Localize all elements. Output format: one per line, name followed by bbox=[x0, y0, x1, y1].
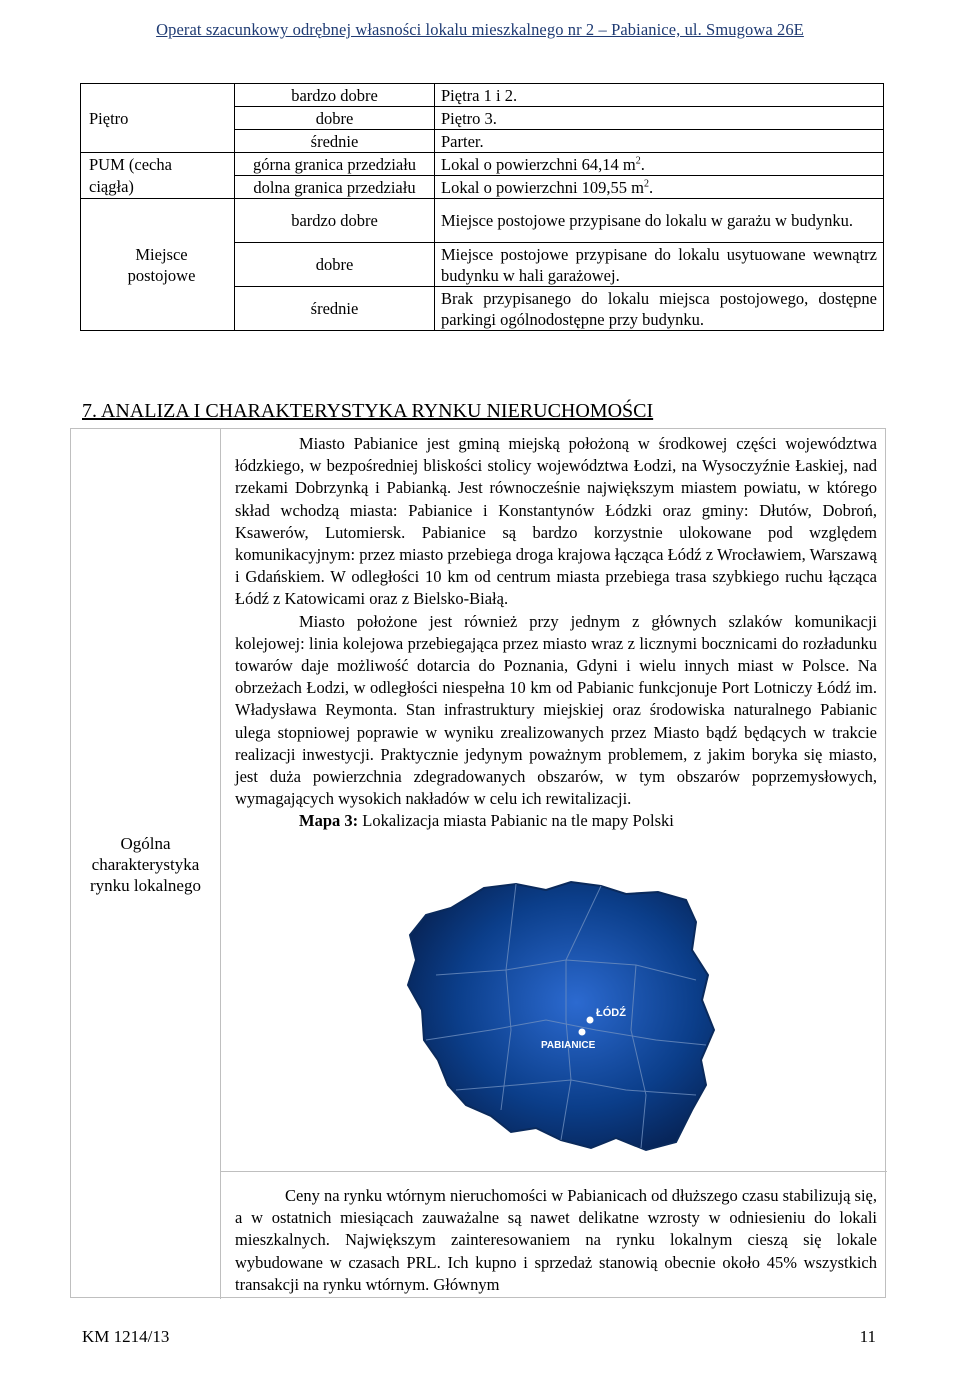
table-cell: dobre bbox=[235, 243, 435, 287]
page-header-title: Operat szacunkowy odrębnej własności lokalu mieszkalnego nr 2 – Pabianice, ul. Smugowa 26E bbox=[156, 20, 804, 39]
table-cell: średnie bbox=[235, 130, 435, 153]
section-heading: 7. ANALIZA I CHARAKTERYSTYKA RYNKU NIERUCHOMOŚCI bbox=[82, 400, 654, 422]
poland-outline bbox=[408, 882, 714, 1150]
table-cell bbox=[81, 287, 235, 331]
lodz-marker bbox=[587, 1017, 594, 1024]
left-label-line: Ogólna bbox=[120, 833, 171, 853]
table-cell: Miejsce postojowe przypisane do lokalu usytuowane wewnątrz budynku w hali garażowej. bbox=[435, 243, 884, 287]
table-cell: Piętro 3. bbox=[435, 107, 884, 130]
table-cell: Brak przypisanego do lokalu miejsca postojowego, dostępne parkingi ogólnodostępne przy budynku. bbox=[435, 287, 884, 331]
page-number: 11 bbox=[859, 1327, 876, 1346]
table-cell bbox=[81, 84, 235, 107]
poland-map-image bbox=[396, 880, 726, 1165]
table-cell: bardzo dobre bbox=[235, 199, 435, 243]
table-cell bbox=[81, 130, 235, 153]
pabianice-marker bbox=[579, 1029, 586, 1036]
table-cell: Parter. bbox=[435, 130, 884, 153]
table-cell: bardzo dobre bbox=[235, 84, 435, 107]
market-text-continued bbox=[235, 1185, 877, 1296]
left-label-line: charakterystyka bbox=[91, 854, 200, 874]
table-cell bbox=[81, 199, 235, 243]
map-label-pabianice: PABIANICE bbox=[541, 1040, 596, 1051]
market-analysis-box bbox=[70, 428, 886, 1298]
row-label-pum-line1: PUM (cecha bbox=[81, 153, 235, 176]
row-label-miejsca: Miejsce postojowe bbox=[81, 243, 235, 287]
map-label-lodz: ŁÓDŹ bbox=[596, 1007, 626, 1019]
paragraph: Ceny na rynku wtórnym nieruchomości w Pabianicach od dłuższego czasu stabilizują się, a w ostatnich miesiącach zauważalne są nawet delikatne wzrosty w odniesieniu do lokali mieszkalnych. Największym zainteresowaniem na rynku lokalnym cieszą się lokale wybudowane w czasach PRL. Ich kupno i sprzedaż stanowią obecnie około 45% wszystkich transakcji na rynku wtórnym. Głównym bbox=[235, 1186, 878, 1294]
paragraph: Miasto Pabianice jest gminą miejską położoną w środkowej części województwa łódzkiego, w bezpośredniej bliskości stolicy województwa Łodzi, na Wysoczyźnie Łaskiej, nad rzekami Dobrzynką i Pabianką. Jest równocześnie największym miastem powiatu, w którego skład wchodzą miasta: Pabianice i Konstantynów Łódzki oraz gminy: Dłutów, Dobroń, Ksawerów, Lutomiersk. Pabianice są bardzo korzystnie ulokowane pod względem komunikacyjnym: przez miasto przebiega droga krajowa łącząca Łódź z Wrocławiem, Warszawą i Gdańskiem. W odległości 10 km od centrum miasta przebiega trasa szybkiego ruchu łącząca Łódź z Katowicami oraz z Bielsko-Białą. bbox=[235, 434, 877, 609]
divider bbox=[221, 1171, 887, 1172]
table-cell: Piętra 1 i 2. bbox=[435, 84, 884, 107]
row-label-pum-line2: ciągła) bbox=[81, 176, 235, 199]
table-cell: średnie bbox=[235, 287, 435, 331]
market-text bbox=[235, 433, 877, 833]
table-cell: Lokal o powierzchni 109,55 $m^2$. bbox=[435, 176, 884, 199]
left-label bbox=[71, 429, 221, 1299]
footer-reference: KM 1214/13 bbox=[82, 1327, 170, 1346]
table-cell: dobre bbox=[235, 107, 435, 130]
table-cell: Lokal o powierzchni 64,14 $m^2$. bbox=[435, 153, 884, 176]
left-label-line: rynku lokalnego bbox=[90, 875, 201, 895]
paragraph: Miasto położone jest również przy jednym z głównych szlaków komunikacji kolejowej: linia kolejowa przebiegająca przez miasto wraz z licznymi bocznicami do rozładunku towarów daje możliwość dotarcia do Poznania, Gdyni i wielu innych miast w Polsce. Na obrzeżach Łodzi, w odległości niespełna 10 km od Pabianic funkcjonuje Port Lotniczy Łódź im. Władysława Reymonta. Stan infrastruktury miejskiej oraz środowiska naturalnego Pabianic ulega stopniowej poprawie w wyniku zrealizowanych przez Miasto bądź będących w trakcie realizacji inwestycji. Praktycznie jedynym poważnym problemem, z jakim boryka się miasto, jest duża powierzchnia zdegradowanych obszarów, w tym obszarów poprzemysłowych, wymagających wysokich nakładów w celu ich rewitalizacji. bbox=[235, 611, 877, 809]
row-label-pietro: Piętro bbox=[81, 107, 235, 130]
table-cell: Miejsce postojowe przypisane do lokalu w garażu w budynku. bbox=[435, 199, 884, 243]
criteria-table bbox=[80, 83, 884, 331]
map-caption: Mapa 3: Lokalizacja miasta Pabianic na tle mapy Polski bbox=[299, 811, 674, 831]
table-cell: dolna granica przedziału bbox=[235, 176, 435, 199]
table-cell: górna granica przedziału bbox=[235, 153, 435, 176]
